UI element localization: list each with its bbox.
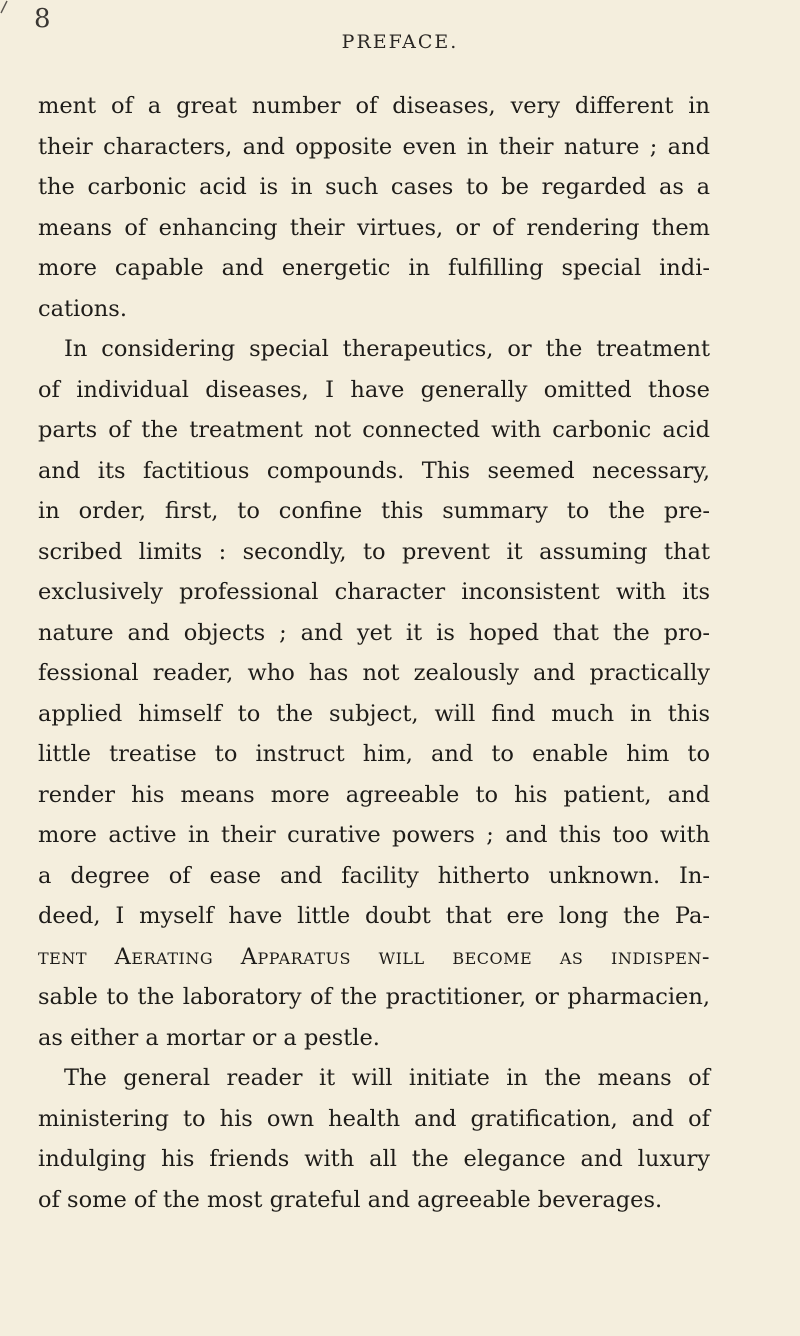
text-line: more active in their curative powers ; and this too with [38,822,710,848]
text-line: a degree of ease and facility hitherto unknown. In- [38,862,710,889]
text-line: deed, I myself have little doubt that ere long the Pa- [38,903,710,929]
text-line: fessional reader, who has not zealously and practically [38,660,710,686]
text-line: the carbonic acid is in such cases to be regarded as a [38,174,710,200]
text-line: parts of the treatment not connected with carbonic acid [38,417,710,443]
text-line: in order, first, to confine this summary to the pre- [38,498,710,524]
text-line: and its factitious compounds. This seemed necessary, [38,457,710,484]
text-line: exclusively professional character inconsistent with its [38,579,710,605]
text-line: nature and objects ; and yet it is hoped that the pro- [38,619,710,646]
text-line: ment of a great number of diseases, very different in [38,93,710,119]
running-head: PREFACE. [341,31,459,53]
text-line: their characters, and opposite even in their nature ; and [38,133,710,160]
text-line: tent Aerating Apparatus will become as indispen- [38,943,710,970]
text-line: ministering to his own health and gratification, and of [38,1105,710,1132]
text-line: scribed limits : secondly, to prevent it assuming that [38,538,710,565]
text-line: cations. [38,295,127,322]
text-line: indulging his friends with all the elegance and luxury [38,1146,710,1172]
text-line: In considering special therapeutics, or the treatment [64,336,710,362]
corner-pen-mark-icon [0,0,14,14]
text-line: applied himself to the subject, will find much in this [38,700,710,727]
text-line: means of enhancing their virtues, or of rendering them [38,214,710,241]
text-line: as either a mortar or a pestle. [38,1024,380,1051]
text-line: sable to the laboratory of the practitioner, or pharmacien, [38,984,710,1010]
text-line: render his means more agreeable to his patient, and [38,781,710,808]
text-line: of some of the most grateful and agreeable beverages. [38,1186,663,1213]
text-line: of individual diseases, I have generally omitted those [38,376,710,403]
text-line: more capable and energetic in fulfilling special indi- [38,255,710,281]
text-line: The general reader it will initiate in the means of [64,1065,710,1091]
body-text [38,86,710,1220]
page-number: 8 [34,4,51,34]
text-line: little treatise to instruct him, and to enable him to [38,741,710,767]
